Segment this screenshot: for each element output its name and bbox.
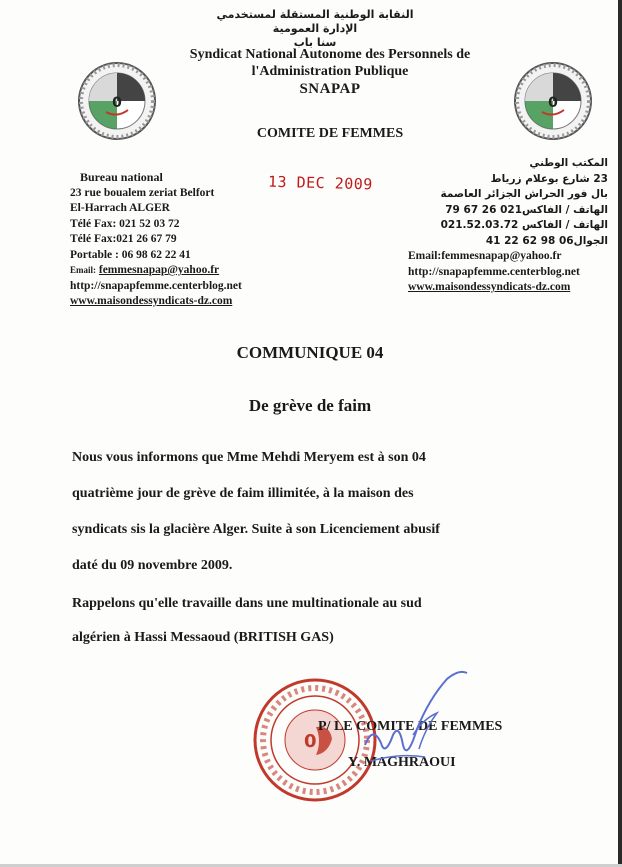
bureau-title: Bureau national xyxy=(80,170,163,184)
handwritten-signature-icon xyxy=(355,665,485,780)
email-row xyxy=(70,263,270,279)
org-abbreviation: SNAPAP xyxy=(299,81,361,97)
body-line-5: Rappelons qu'elle travaille dans une multinationale au sud xyxy=(72,596,422,611)
communique-subject: De grève de faim xyxy=(248,396,372,415)
committee-title: COMITE DE FEMMES xyxy=(256,126,404,141)
arabic-website-link[interactable]: www.maisondessyndicats-dz.com xyxy=(408,281,571,293)
email-link[interactable]: femmesnapap@yahoo.fr xyxy=(98,264,220,276)
portable-number: Portable : 06 98 62 22 41 xyxy=(70,248,191,261)
body-line-3: syndicats sis la glacière Alger. Suite à son Licenciement abusif xyxy=(72,522,440,537)
signature-title: P/ LE COMITE DE FEMMES xyxy=(318,719,503,734)
org-name-line1: Syndicat National Autonome des Personnels de xyxy=(189,47,471,62)
tel-fax-1: Télé Fax: 021 52 03 72 xyxy=(70,217,180,230)
address-line2: El-Harrach ALGER xyxy=(70,202,170,214)
email-label: Email: xyxy=(70,265,96,275)
body-line-4: daté du 09 novembre 2009. xyxy=(72,558,233,573)
arabic-tel-1: الهاتف / الفاكس021 26 67 79 xyxy=(445,203,608,216)
arabic-email[interactable]: Email:femmesnapap@yahoo.fr xyxy=(408,250,562,262)
org-name xyxy=(180,46,480,80)
snapap-emblem-icon xyxy=(76,60,158,142)
blog-link[interactable]: http://snapapfemme.centerblog.net xyxy=(70,279,242,292)
communique-title: COMMUNIQUE 04 xyxy=(236,343,384,362)
snapap-emblem-icon xyxy=(512,60,594,142)
org-name-line2: l'Administration Publique xyxy=(251,64,409,79)
address-line1: 23 rue boualem zeriat Belfort xyxy=(70,186,215,199)
scan-border xyxy=(618,0,622,867)
contact-block-arabic xyxy=(408,156,608,296)
signatory-name: Y. MAGHRAOUI xyxy=(348,755,456,770)
arabic-tel-2: الهاتف / الفاكس 021.52.03.72 xyxy=(440,219,608,231)
date-stamp: 13 DEC 2009 xyxy=(267,172,374,194)
svg-text:0: 0 xyxy=(548,95,558,111)
arabic-union-name: النقابة الوطنية المستقلة لمستخدمي الإدارة العمومية xyxy=(216,8,414,35)
arabic-bureau-title: المكتب الوطني xyxy=(529,157,608,169)
arabic-blog-link[interactable]: http://snapapfemme.centerblog.net xyxy=(408,265,580,278)
arabic-union-abbr: سنا باب xyxy=(293,36,337,49)
tel-fax-2: Télé Fax:021 26 67 79 xyxy=(70,233,177,245)
svg-text:0: 0 xyxy=(304,731,317,752)
body-line-2: quatrième jour de grève de faim illimitée, à la maison des xyxy=(72,486,414,501)
body-line-1: Nous vous informons que Mme Mehdi Meryem est à son 04 xyxy=(72,450,426,465)
contact-block-french xyxy=(70,170,270,310)
arabic-mobile: الجوال06 98 62 22 41 xyxy=(485,234,608,247)
arabic-header xyxy=(200,8,430,50)
communique-body xyxy=(72,440,592,656)
website-link[interactable]: www.maisondessyndicats-dz.com xyxy=(70,295,233,307)
arabic-address-line1: 23 شارع بوعلام زرياط xyxy=(490,172,608,185)
body-line-6: algérien à Hassi Messaoud (BRITISH GAS) xyxy=(72,630,334,645)
svg-text:0: 0 xyxy=(112,95,122,111)
arabic-address-line2: بال فور الحراش الجزائر العاصمة xyxy=(440,188,608,200)
